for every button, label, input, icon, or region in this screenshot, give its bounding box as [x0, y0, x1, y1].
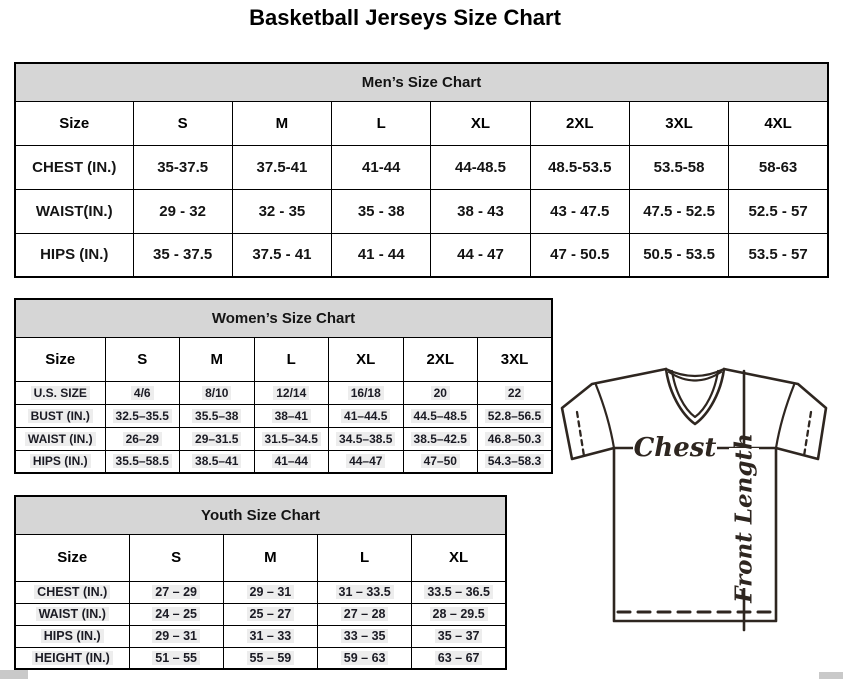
women-cell-value: 46.8–50.3 — [485, 432, 544, 446]
men-cell — [431, 145, 530, 189]
men-cell-value: 43 - 47.5 — [550, 202, 610, 220]
women-column-header: XL — [329, 337, 404, 381]
youth-cell-value: 51 – 55 — [152, 651, 200, 665]
women-cell-value: 54.3–58.3 — [485, 454, 544, 468]
cropped-scrollbar-fragment-right — [819, 672, 843, 679]
women-cell — [329, 427, 404, 450]
youth-cell-value: 31 – 33 — [247, 629, 295, 643]
men-cell — [431, 233, 530, 277]
youth-cell-value: 55 – 59 — [247, 651, 295, 665]
men-cell-value: 37.5-41 — [256, 158, 308, 176]
sleeve-seam-left — [596, 385, 614, 448]
women-cell — [180, 381, 255, 404]
women-cell-value: 12/14 — [273, 386, 309, 400]
collar-back-curves — [666, 369, 724, 381]
women-cell — [329, 404, 404, 427]
men-cell-value: 35 - 37.5 — [153, 246, 213, 264]
youth-cell — [223, 625, 317, 647]
women-cell-value: 38–41 — [272, 409, 311, 423]
jersey-measurement-diagram — [556, 362, 832, 664]
youth-cell — [129, 603, 223, 625]
women-row-label — [15, 404, 105, 427]
men-cell-value: 47.5 - 52.5 — [643, 202, 715, 220]
men-column-header: 3XL — [629, 101, 728, 145]
women-cell — [329, 381, 404, 404]
women-cell — [478, 404, 553, 427]
women-cell — [478, 427, 553, 450]
women-cell — [329, 450, 404, 473]
men-cell — [629, 145, 728, 189]
men-row-label — [15, 145, 133, 189]
youth-row-label — [15, 581, 129, 603]
men-cell-value: 58-63 — [758, 158, 798, 176]
women-cell-value: 4/6 — [131, 386, 154, 400]
women-row-label-text: HIPS (IN.) — [30, 454, 91, 468]
men-cell-value: 41 - 44 — [357, 246, 405, 264]
women-column-header: L — [254, 337, 329, 381]
men-cell-value: 41-44 — [362, 158, 401, 176]
men-cell — [629, 233, 728, 277]
men-cell-value: 32 - 35 — [258, 202, 306, 220]
youth-table-title: Youth Size Chart — [15, 496, 506, 534]
women-cell — [105, 404, 180, 427]
youth-cell-value: 29 – 31 — [152, 629, 200, 643]
men-cell-value: 35 - 38 — [357, 202, 405, 220]
youth-cell-value: 63 – 67 — [435, 651, 483, 665]
youth-cell — [412, 581, 506, 603]
youth-cell-value: 33 – 35 — [341, 629, 389, 643]
women-column-header: M — [180, 337, 255, 381]
youth-cell-value: 29 – 31 — [247, 585, 295, 599]
men-cell-value: 35-37.5 — [157, 158, 209, 176]
women-cell-value: 44.5–48.5 — [411, 409, 470, 423]
women-cell-value: 20 — [431, 386, 450, 400]
women-row-label — [15, 427, 105, 450]
women-cell — [478, 381, 553, 404]
men-column-header: S — [133, 101, 232, 145]
men-cell — [629, 189, 728, 233]
men-cell — [530, 189, 629, 233]
chest-measure-label: Chest — [633, 433, 717, 463]
men-cell-value: 53.5-58 — [653, 158, 705, 176]
youth-cell — [129, 647, 223, 669]
youth-cell-value: 25 – 27 — [247, 607, 295, 621]
men-row-label — [15, 189, 133, 233]
men-cell-value: 53.5 - 57 — [748, 246, 808, 264]
men-column-header: 2XL — [530, 101, 629, 145]
youth-cell-value: 27 – 28 — [341, 607, 389, 621]
men-cell-value: 29 - 32 — [159, 202, 206, 220]
front-length-measure-label: Front Length — [730, 433, 758, 603]
men-row-label-text: CHEST (IN.) — [32, 158, 117, 176]
youth-row-label-text: HEIGHT (IN.) — [32, 651, 113, 665]
youth-cell-value: 27 – 29 — [152, 585, 200, 599]
youth-cell — [223, 603, 317, 625]
men-cell — [530, 233, 629, 277]
women-cell — [105, 450, 180, 473]
youth-row-label-text: CHEST (IN.) — [34, 585, 110, 599]
youth-cell-value: 24 – 25 — [152, 607, 200, 621]
men-cell-value: 44-48.5 — [455, 158, 506, 176]
youth-column-header: M — [223, 534, 317, 581]
youth-cell — [318, 647, 412, 669]
youth-row-label — [15, 603, 129, 625]
men-cell — [232, 233, 331, 277]
women-cell-value: 35.5–58.5 — [113, 454, 172, 468]
women-cell-value: 47–50 — [421, 454, 460, 468]
youth-cell — [412, 647, 506, 669]
youth-column-header: S — [129, 534, 223, 581]
youth-column-header: XL — [412, 534, 506, 581]
youth-cell-value: 59 – 63 — [341, 651, 389, 665]
women-cell — [478, 450, 553, 473]
page-title: Basketball Jerseys Size Chart — [249, 5, 561, 30]
youth-column-header: L — [318, 534, 412, 581]
men-cell — [232, 145, 331, 189]
men-column-header: Size — [15, 101, 133, 145]
women-cell-value: 16/18 — [348, 386, 384, 400]
women-cell — [254, 381, 329, 404]
youth-row-label-text: WAIST (IN.) — [36, 607, 109, 621]
youth-size-table — [14, 495, 507, 670]
women-cell — [403, 450, 478, 473]
women-column-header: 2XL — [403, 337, 478, 381]
women-column-header: Size — [15, 337, 105, 381]
youth-cell — [318, 603, 412, 625]
youth-cell-value: 35 – 37 — [435, 629, 483, 643]
women-cell-value: 41–44.5 — [341, 409, 390, 423]
men-cell — [729, 145, 828, 189]
men-cell — [332, 145, 431, 189]
youth-cell — [129, 625, 223, 647]
men-column-header: 4XL — [729, 101, 828, 145]
youth-cell-value: 28 – 29.5 — [430, 607, 488, 621]
women-cell-value: 52.8–56.5 — [485, 409, 544, 423]
women-column-header: S — [105, 337, 180, 381]
youth-column-header: Size — [15, 534, 129, 581]
men-cell — [530, 145, 629, 189]
youth-cell — [223, 647, 317, 669]
women-cell — [403, 404, 478, 427]
men-cell — [232, 189, 331, 233]
women-cell — [254, 427, 329, 450]
youth-cell-value: 33.5 – 36.5 — [424, 585, 493, 599]
men-cell — [332, 233, 431, 277]
men-cell — [729, 189, 828, 233]
youth-cell — [412, 603, 506, 625]
women-cell-value: 22 — [505, 386, 524, 400]
men-cell — [332, 189, 431, 233]
men-cell — [133, 145, 232, 189]
women-cell-value: 41–44 — [272, 454, 311, 468]
men-cell-value: 50.5 - 53.5 — [643, 246, 715, 264]
men-size-table — [14, 62, 829, 278]
men-cell — [133, 233, 232, 277]
women-cell-value: 29–31.5 — [192, 432, 241, 446]
women-cell — [403, 427, 478, 450]
youth-cell — [223, 581, 317, 603]
women-column-header: 3XL — [478, 337, 553, 381]
men-row-label-text: HIPS (IN.) — [40, 246, 109, 264]
men-table-title: Men’s Size Chart — [15, 63, 828, 101]
women-cell — [254, 404, 329, 427]
youth-cell — [129, 581, 223, 603]
women-cell-value: 38.5–42.5 — [411, 432, 470, 446]
women-cell-value: 26–29 — [123, 432, 162, 446]
women-cell-value: 44–47 — [346, 454, 385, 468]
youth-cell-value: 31 – 33.5 — [336, 585, 394, 599]
youth-cell — [318, 581, 412, 603]
women-cell-value: 35.5–38 — [192, 409, 241, 423]
men-cell-value: 52.5 - 57 — [748, 202, 808, 220]
women-cell-value: 38.5–41 — [192, 454, 241, 468]
women-row-label-text: WAIST (IN.) — [25, 432, 96, 446]
men-column-header: L — [332, 101, 431, 145]
women-cell-value: 32.5–35.5 — [113, 409, 172, 423]
women-cell — [105, 427, 180, 450]
women-cell — [254, 450, 329, 473]
sleeve-seam-right — [776, 385, 794, 448]
women-table-title: Women’s Size Chart — [15, 299, 552, 337]
men-row-label — [15, 233, 133, 277]
cropped-scrollbar-fragment-left — [0, 670, 28, 679]
women-cell — [403, 381, 478, 404]
men-cell — [431, 189, 530, 233]
men-cell-value: 38 - 43 — [457, 202, 504, 220]
youth-row-label — [15, 647, 129, 669]
women-row-label — [15, 450, 105, 473]
youth-cell — [318, 625, 412, 647]
men-cell-value: 37.5 - 41 — [252, 246, 312, 264]
women-cell-value: 31.5–34.5 — [262, 432, 321, 446]
women-cell — [180, 450, 255, 473]
youth-row-label-text: HIPS (IN.) — [41, 629, 104, 643]
women-size-table — [14, 298, 553, 474]
cuff-dashed-right — [804, 412, 811, 456]
men-cell-value: 44 - 47 — [457, 246, 504, 264]
women-row-label — [15, 381, 105, 404]
women-row-label-text: BUST (IN.) — [28, 409, 93, 423]
men-cell — [729, 233, 828, 277]
women-row-label-text: U.S. SIZE — [31, 386, 90, 400]
women-cell — [105, 381, 180, 404]
youth-cell — [412, 625, 506, 647]
women-cell — [180, 427, 255, 450]
women-cell-value: 34.5–38.5 — [336, 432, 395, 446]
men-row-label-text: WAIST(IN.) — [35, 202, 113, 220]
women-cell — [180, 404, 255, 427]
men-cell-value: 47 - 50.5 — [550, 246, 610, 264]
cuff-dashed-left — [577, 412, 584, 456]
youth-row-label — [15, 625, 129, 647]
women-cell-value: 8/10 — [202, 386, 231, 400]
men-cell — [133, 189, 232, 233]
men-column-header: XL — [431, 101, 530, 145]
men-cell-value: 48.5-53.5 — [548, 158, 612, 176]
men-column-header: M — [232, 101, 331, 145]
